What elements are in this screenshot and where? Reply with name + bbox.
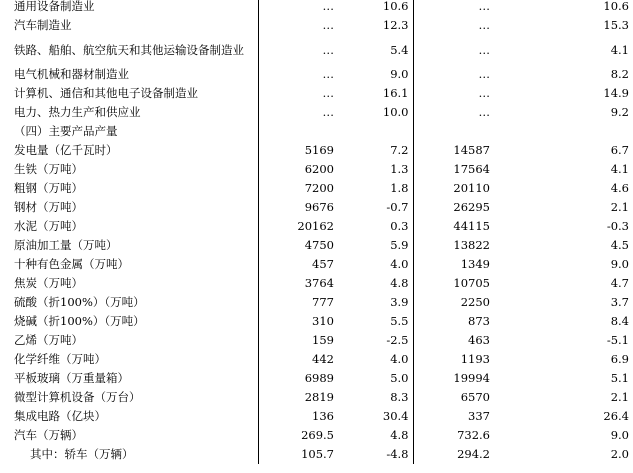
cell-month-growth: 5.9 [338,236,413,255]
row-name: 通用设备制造业 [0,0,258,16]
table-row [0,35,633,65]
cell-month-value: 9676 [304,200,334,214]
cell-month-value: … [322,67,334,81]
cell-cumulative-value: … [478,86,490,100]
table-row [0,445,633,464]
cell-month-value: 159 [312,333,334,347]
cell-month-value: 3764 [304,276,334,290]
table-row [0,16,633,35]
cell-month-growth: 1.3 [338,160,413,179]
row-name: 原油加工量（万吨） [0,236,258,255]
table-row [0,312,633,331]
cell-cumulative-growth: 4.1 [610,162,629,176]
table-row [0,65,633,84]
cell-month-value: 777 [312,295,334,309]
cell-month-growth: 1.8 [338,179,413,198]
cell-cumulative-growth: 9.2 [610,105,629,119]
cell-month-growth: 8.3 [338,388,413,407]
table-row [0,217,633,236]
cell-month-value: … [322,105,334,119]
row-name: 粗钢（万吨） [0,179,258,198]
table-row [0,103,633,122]
cell-month-growth: 4.0 [338,350,413,369]
row-name: 计算机、通信和其他电子设备制造业 [0,84,258,103]
cell-cumulative-value: 20110 [453,181,490,195]
table-row [0,198,633,217]
table-row [0,388,633,407]
cell-month-growth: 30.4 [338,407,413,426]
cell-cumulative-growth: 2.0 [610,447,629,461]
row-name: 钢材（万吨） [0,198,258,217]
cell-cumulative-value: … [478,105,490,119]
cell-month-value: 5169 [304,143,334,157]
table-row [0,236,633,255]
cell-month-growth: 4.8 [338,426,413,445]
cell-cumulative-growth [494,122,633,141]
cell-month-value [258,122,338,141]
cell-month-growth: 9.0 [338,65,413,84]
cell-cumulative-growth: 9.0 [610,257,629,271]
cell-cumulative-value: 873 [468,314,490,328]
cell-cumulative-value: 294.2 [457,447,490,461]
cell-cumulative-growth: 8.2 [610,67,629,81]
cell-cumulative-growth: -0.3 [606,219,629,233]
row-name: 乙烯（万吨） [0,331,258,350]
cell-month-growth: 3.9 [338,293,413,312]
cell-cumulative-growth: 10.6 [603,0,629,13]
cell-month-value: 7200 [304,181,334,195]
table-row [0,331,633,350]
cell-month-value: 105.7 [301,447,334,461]
table-row [0,255,633,274]
cell-cumulative-growth: 4.1 [610,42,629,57]
cell-month-value: 442 [312,352,334,366]
cell-month-value: … [322,18,334,32]
cell-cumulative-growth: 8.4 [610,314,629,328]
row-name: 烧碱（折100%）（万吨） [0,312,258,331]
cell-month-growth: 7.2 [338,141,413,160]
cell-month-value: 6989 [304,371,334,385]
cell-cumulative-growth: 15.3 [603,18,629,32]
row-name: 汽车（万辆） [0,426,258,445]
cell-month-growth: 4.8 [338,274,413,293]
table-row [0,160,633,179]
cell-month-value: 6200 [304,162,334,176]
cell-month-growth: 0.3 [338,217,413,236]
cell-cumulative-value: 1193 [460,352,490,366]
cell-month-value: 310 [312,314,334,328]
cell-month-value: … [322,0,334,13]
row-name: 集成电路（亿块） [0,407,258,426]
cell-cumulative-growth: 5.1 [610,371,629,385]
cell-cumulative-growth: 4.7 [610,276,629,290]
cell-cumulative-growth: 6.9 [610,352,629,366]
cell-cumulative-value: 26295 [453,200,490,214]
cell-month-growth: 5.5 [338,312,413,331]
table-row [0,274,633,293]
table-row [0,0,633,16]
cell-month-growth: 5.0 [338,369,413,388]
section-header-row [0,122,633,141]
table-row [0,293,633,312]
table-row [0,179,633,198]
cell-cumulative-value: 337 [468,409,490,423]
cell-cumulative-value: 17564 [453,162,490,176]
cell-cumulative-growth: 9.0 [610,428,629,442]
cell-cumulative-growth: -5.1 [606,333,629,347]
cell-cumulative-growth: 2.1 [610,390,629,404]
cell-month-growth: -0.7 [338,198,413,217]
cell-month-value: … [322,42,334,57]
cell-cumulative-value: 19994 [453,371,490,385]
section-header: （四）主要产品产量 [0,122,258,141]
cell-cumulative-value: 6570 [460,390,490,404]
cell-month-value: 136 [312,409,334,423]
cell-month-growth: 12.3 [338,16,413,35]
row-name: 微型计算机设备（万台） [0,388,258,407]
table-row [0,84,633,103]
cell-cumulative-growth: 4.6 [610,181,629,195]
cell-cumulative-value: … [478,67,490,81]
cell-month-value: 457 [312,257,334,271]
cell-cumulative-growth: 14.9 [603,86,629,100]
row-name: 电力、热力生产和供应业 [0,103,258,122]
cell-cumulative-value: 2250 [460,295,490,309]
row-name: 电气机械和器材制造业 [0,65,258,84]
row-name: 硫酸（折100%）（万吨） [0,293,258,312]
cell-month-growth: 5.4 [338,35,413,65]
cell-month-growth: 4.0 [338,255,413,274]
row-name: 其中：轿车（万辆） [0,445,258,464]
cell-month-growth: 16.1 [338,84,413,103]
cell-cumulative-growth: 4.5 [610,238,629,252]
cell-month-growth: 10.0 [338,103,413,122]
cell-cumulative-value [413,122,494,141]
cell-cumulative-value: 10705 [453,276,490,290]
row-name: 铁路、船舶、航空航天和其他运输设备制造业 [0,35,258,65]
cell-month-value: … [322,86,334,100]
row-name: 水泥（万吨） [0,217,258,236]
cell-cumulative-growth: 26.4 [603,409,629,423]
cell-cumulative-value: 13822 [453,238,490,252]
table-row [0,141,633,160]
cell-month-growth: -4.8 [338,445,413,464]
cell-cumulative-value: … [478,18,490,32]
row-name: 化学纤维（万吨） [0,350,258,369]
cell-month-growth: -2.5 [338,331,413,350]
cell-cumulative-value: 732.6 [457,428,490,442]
table-row [0,426,633,445]
cell-month-growth [338,122,413,141]
row-name: 十种有色金属（万吨） [0,255,258,274]
cell-cumulative-value: 14587 [453,143,490,157]
cell-cumulative-value: … [478,42,490,57]
row-name: 平板玻璃（万重量箱） [0,369,258,388]
cell-month-value: 269.5 [301,428,334,442]
cell-cumulative-value: 44115 [453,219,490,233]
cell-cumulative-growth: 3.7 [610,295,629,309]
row-name: 焦炭（万吨） [0,274,258,293]
table-row [0,350,633,369]
table-row [0,407,633,426]
cell-cumulative-growth: 6.7 [610,143,629,157]
cell-month-value: 4750 [304,238,334,252]
row-name: 生铁（万吨） [0,160,258,179]
row-name: 发电量（亿千瓦时） [0,141,258,160]
cell-cumulative-value: … [478,0,490,13]
row-name: 汽车制造业 [0,16,258,35]
cell-cumulative-growth: 2.1 [610,200,629,214]
cell-month-growth: 10.6 [338,0,413,16]
cell-month-value: 2819 [304,390,334,404]
cell-cumulative-value: 1349 [460,257,490,271]
cell-month-value: 20162 [297,219,334,233]
table-row [0,369,633,388]
cell-cumulative-value: 463 [468,333,490,347]
